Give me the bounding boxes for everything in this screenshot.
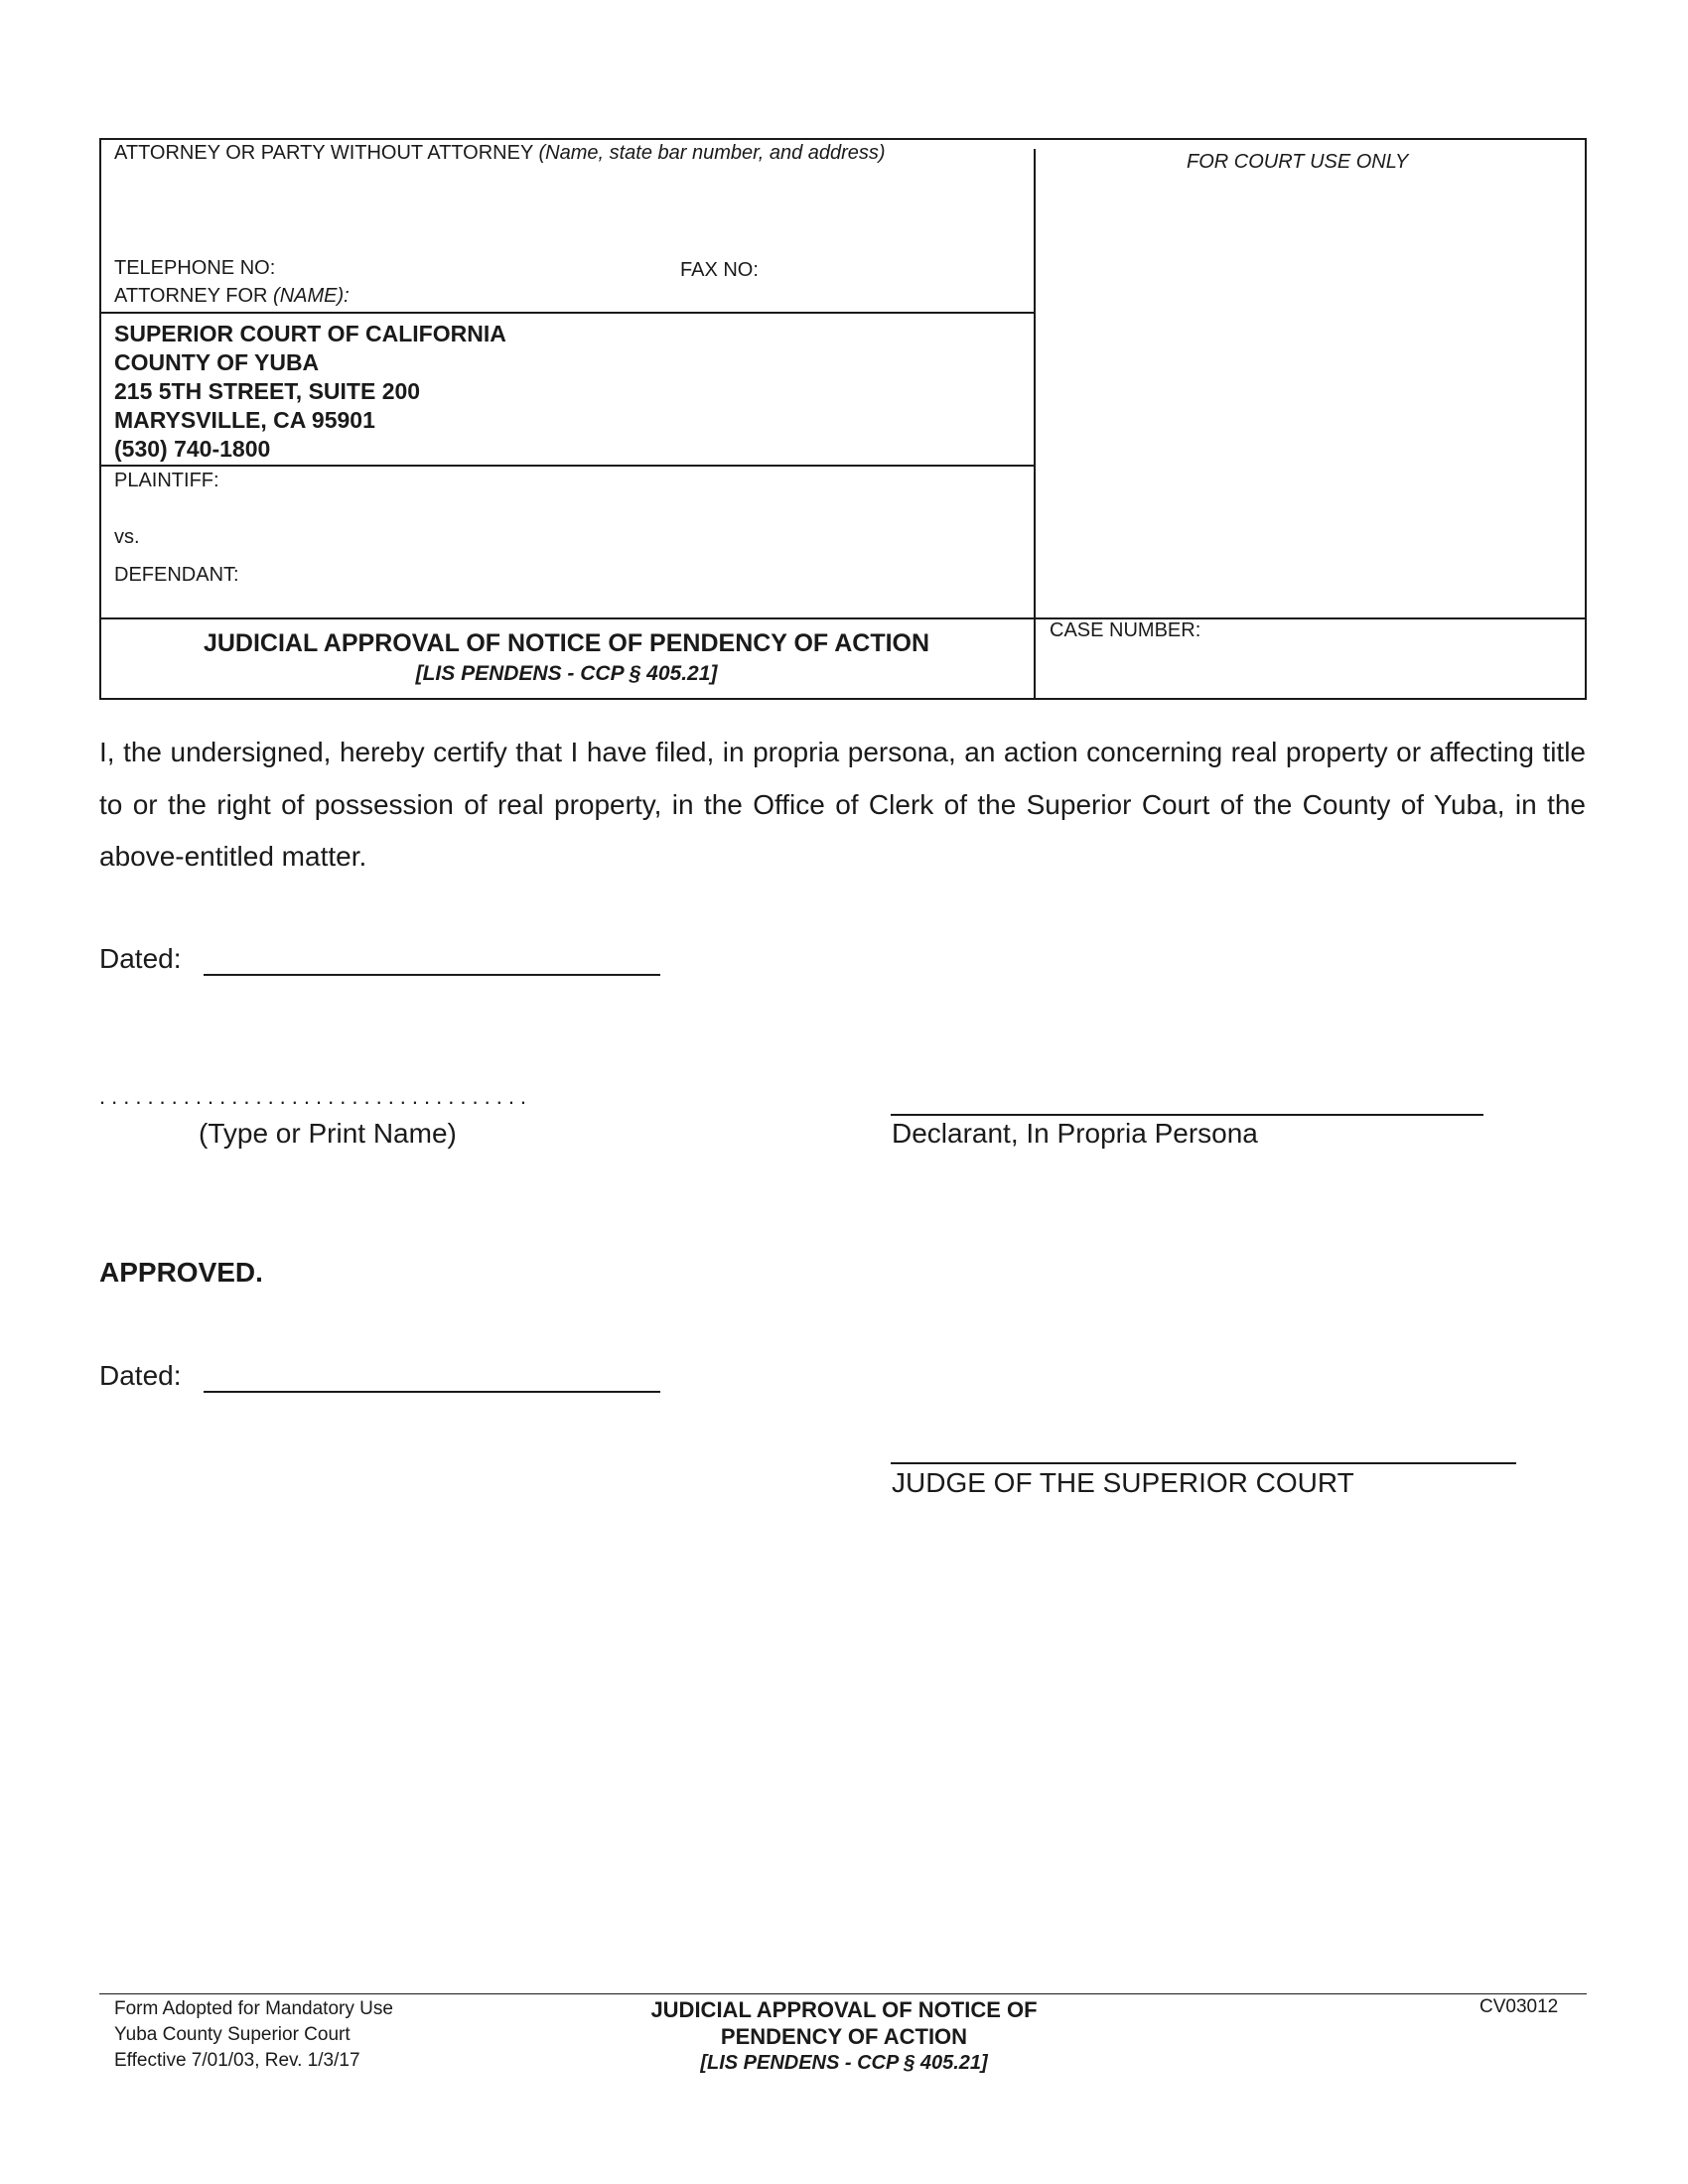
attorney-label-note: (Name, state bar number, and address)	[538, 142, 886, 164]
dated-field-declarant[interactable]	[204, 946, 660, 976]
court-use-label: FOR COURT USE ONLY	[1187, 151, 1409, 173]
court-section-divider	[99, 465, 1036, 467]
caption-bottom-border	[99, 698, 1587, 700]
print-name-field[interactable]	[99, 1068, 675, 1102]
attorney-for-label	[114, 285, 350, 308]
footer-subtitle: [LIS PENDENS - CCP § 405.21]	[700, 2052, 988, 2074]
caption-left-border	[99, 138, 101, 700]
attorney-for-note: (NAME):	[273, 285, 350, 307]
plaintiff-label: PLAINTIFF:	[114, 470, 219, 491]
court-address	[114, 320, 506, 464]
plaintiff-field[interactable]	[258, 469, 1023, 492]
footer-title-line2: PENDENCY OF ACTION	[720, 2024, 968, 2049]
dated-label-declarant: Dated:	[99, 943, 182, 974]
attorney-name-address-field[interactable]	[114, 171, 1023, 250]
print-name-caption: (Type or Print Name)	[199, 1118, 457, 1149]
title-section-divider	[99, 617, 1587, 619]
footer-effective-date: Effective 7/01/03, Rev. 1/3/17	[114, 2050, 360, 2071]
judge-signature-line[interactable]	[891, 1462, 1516, 1464]
fax-label: FAX NO:	[680, 259, 759, 281]
defendant-field[interactable]	[278, 563, 1023, 587]
document-subtitle: [LIS PENDENS - CCP § 405.21]	[415, 662, 718, 685]
court-street: 215 5TH STREET, SUITE 200	[114, 378, 421, 404]
attorney-label-text: ATTORNEY OR PARTY WITHOUT ATTORNEY	[114, 142, 533, 164]
defendant-label: DEFENDANT:	[114, 564, 239, 586]
attorney-for-field[interactable]	[392, 284, 1023, 308]
form-code: CV03012	[1479, 1996, 1559, 2017]
court-name: SUPERIOR COURT OF CALIFORNIA	[114, 321, 506, 346]
case-number-field[interactable]	[1050, 651, 1571, 685]
court-county: COUNTY OF YUBA	[114, 349, 320, 375]
dated-field-judge[interactable]	[204, 1363, 660, 1393]
footer-title-line1: JUDICIAL APPROVAL OF NOTICE OF	[650, 1997, 1038, 2022]
telephone-label: TELEPHONE NO:	[114, 257, 276, 279]
attorney-for-text: ATTORNEY FOR	[114, 285, 268, 307]
footer-center	[556, 1996, 1132, 2077]
certification-paragraph: I, the undersigned, hereby certify that I have filed, in propria persona, an action concerning real property or affecting title to or the right of possession of real property, in the Office of Clerk of the Superior Court of the County of Yuba, in the above-entitled matter.	[99, 737, 1586, 872]
attorney-label	[114, 142, 886, 165]
fax-field[interactable]	[774, 256, 1023, 280]
vs-label: vs.	[114, 526, 140, 548]
declarant-caption: Declarant, In Propria Persona	[892, 1118, 1258, 1149]
court-city: MARYSVILLE, CA 95901	[114, 407, 375, 433]
print-name-dotted-line: ....................................	[99, 1084, 533, 1109]
document-title: JUDICIAL APPROVAL OF NOTICE OF PENDENCY OF ACTION	[203, 629, 930, 657]
footer-rule	[99, 1993, 1587, 1994]
telephone-field[interactable]	[298, 256, 665, 280]
case-number-label: CASE NUMBER:	[1050, 619, 1201, 641]
caption-top-border	[99, 138, 1587, 140]
footer-court-name: Yuba County Superior Court	[114, 2024, 351, 2045]
court-phone: (530) 740-1800	[114, 436, 271, 462]
dated-label-judge: Dated:	[99, 1360, 182, 1391]
footer-form-adopted: Form Adopted for Mandatory Use	[114, 1998, 393, 2019]
approved-heading: APPROVED.	[99, 1257, 263, 1288]
declarant-signature-line[interactable]	[891, 1114, 1483, 1116]
judge-caption: JUDGE OF THE SUPERIOR COURT	[892, 1467, 1354, 1498]
caption-right-border	[1585, 138, 1587, 700]
attorney-section-divider	[99, 312, 1036, 314]
footer-left	[114, 1996, 393, 2074]
